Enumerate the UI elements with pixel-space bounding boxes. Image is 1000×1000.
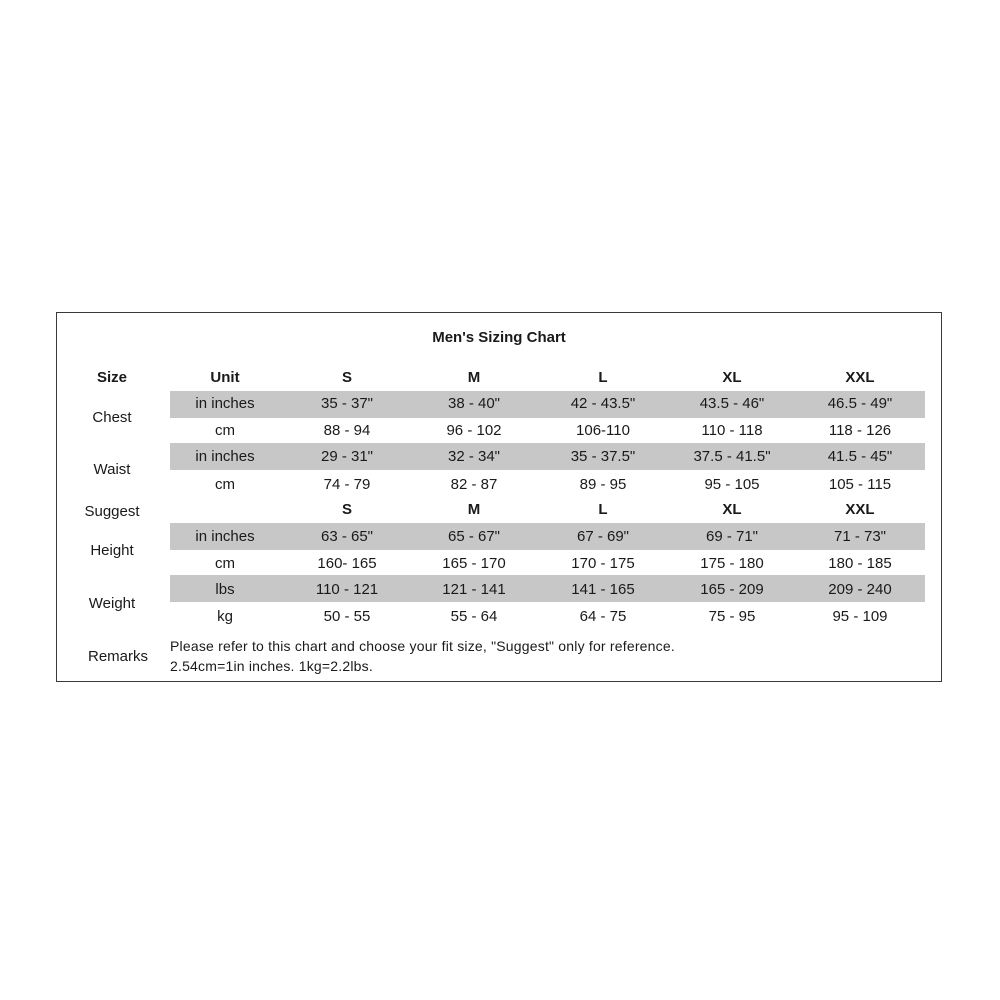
value-cell: 35 - 37.5"	[570, 448, 636, 465]
header-size-m: M	[467, 369, 481, 386]
value-cell: 71 - 73"	[833, 528, 887, 545]
value-cell: 118 - 126	[828, 422, 892, 439]
value-cell: 67 - 69"	[576, 528, 630, 545]
value-cell: 165 - 170	[442, 555, 506, 572]
value-cell: 110 - 118	[701, 422, 763, 439]
unit-cell: in inches	[195, 528, 255, 545]
label-waist: Waist	[93, 461, 131, 478]
value-cell: 110 - 121	[315, 581, 379, 598]
value-cell: 64 - 75	[579, 608, 627, 625]
value-cell: 37.5 - 41.5"	[693, 448, 771, 465]
suggest-size-m: M	[467, 501, 481, 518]
value-cell: 95 - 105	[704, 476, 760, 493]
value-cell: 38 - 40"	[447, 395, 501, 412]
value-cell: 88 - 94	[323, 422, 371, 439]
value-cell: 170 - 175	[571, 555, 635, 572]
value-cell: 141 - 165	[571, 581, 635, 598]
value-cell: 50 - 55	[323, 608, 371, 625]
value-cell: 82 - 87	[450, 476, 498, 493]
suggest-size-xxl: XXL	[845, 501, 875, 518]
unit-cell: cm	[215, 422, 235, 439]
header-unit: Unit	[210, 369, 240, 386]
value-cell: 55 - 64	[450, 608, 498, 625]
suggest-size-l: L	[598, 501, 608, 518]
value-cell: 42 - 43.5"	[570, 395, 636, 412]
value-cell: 69 - 71"	[705, 528, 759, 545]
label-chest: Chest	[92, 409, 132, 426]
header-size-xl: XL	[722, 369, 742, 386]
value-cell: 89 - 95	[579, 476, 627, 493]
value-cell: 41.5 - 45"	[827, 448, 893, 465]
value-cell: 165 - 209	[700, 581, 764, 598]
label-height: Height	[90, 542, 134, 559]
unit-cell: in inches	[195, 448, 255, 465]
value-cell: 65 - 67"	[447, 528, 501, 545]
value-cell: 160- 165	[317, 555, 377, 572]
value-cell: 121 - 141	[442, 581, 506, 598]
value-cell: 46.5 - 49"	[827, 395, 893, 412]
value-cell: 175 - 180	[700, 555, 764, 572]
value-cell: 32 - 34"	[447, 448, 501, 465]
value-cell: 35 - 37"	[320, 395, 374, 412]
suggest-size-xl: XL	[722, 501, 742, 518]
value-cell: 63 - 65"	[320, 528, 374, 545]
header-size-s: S	[341, 369, 352, 386]
value-cell: 43.5 - 46"	[699, 395, 765, 412]
value-cell: 74 - 79	[323, 476, 371, 493]
sizing-chart	[56, 312, 942, 682]
header-size: Size	[96, 369, 127, 386]
value-cell: 105 - 115	[828, 476, 892, 493]
value-cell: 75 - 95	[708, 608, 756, 625]
label-suggest: Suggest	[84, 503, 140, 520]
label-remarks: Remarks	[87, 648, 148, 665]
value-cell: 96 - 102	[446, 422, 502, 439]
value-cell: 95 - 109	[832, 608, 888, 625]
chart-title: Men's Sizing Chart	[432, 329, 566, 346]
value-cell: 106-110	[576, 422, 630, 439]
unit-cell: cm	[215, 555, 235, 572]
label-weight: Weight	[88, 595, 136, 612]
unit-cell: in inches	[195, 395, 255, 412]
remarks-line-2: 2.54cm=1in inches. 1kg=2.2lbs.	[170, 658, 373, 674]
suggest-size-s: S	[341, 501, 352, 518]
unit-cell: lbs	[215, 581, 235, 598]
header-size-xxl: XXL	[845, 369, 875, 386]
unit-cell: cm	[215, 476, 235, 493]
value-cell: 180 - 185	[828, 555, 892, 572]
value-cell: 209 - 240	[828, 581, 892, 598]
value-cell: 29 - 31"	[320, 448, 374, 465]
header-size-l: L	[598, 369, 608, 386]
remarks-line-1: Please refer to this chart and choose your fit size, "Suggest" only for reference.	[170, 638, 675, 654]
unit-cell: kg	[217, 608, 233, 625]
